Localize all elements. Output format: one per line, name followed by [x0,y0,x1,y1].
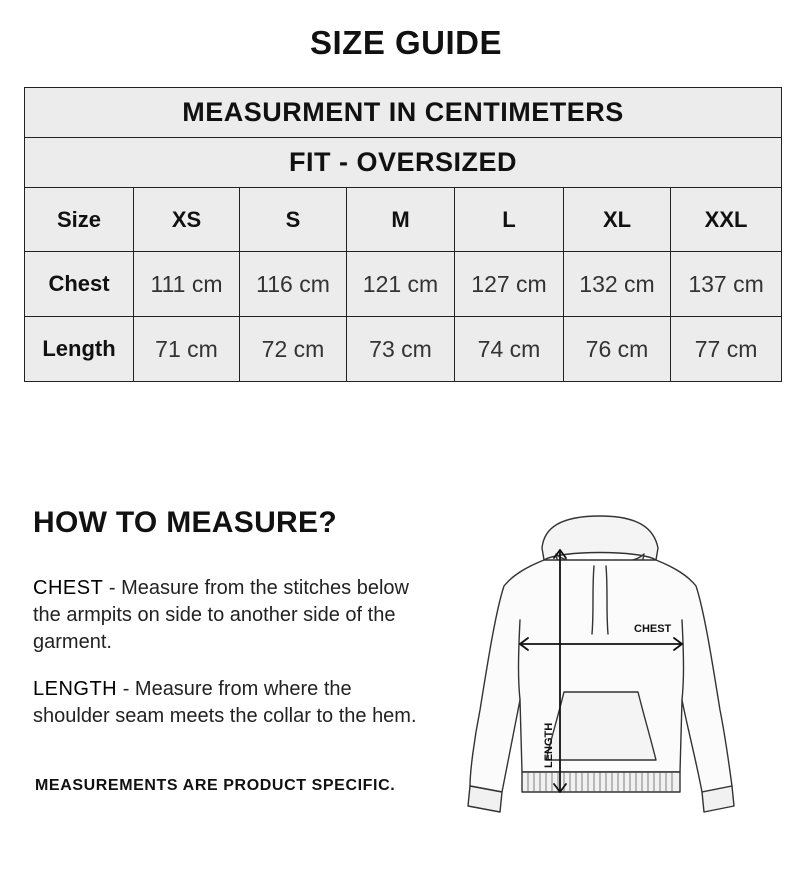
size-header-cell: XL [564,188,671,252]
chest-term: CHEST [33,577,104,599]
hoodie-diagram [460,510,750,820]
unit-banner: MEASURMENT IN CENTIMETERS [25,88,782,138]
size-header-label: Size [25,188,134,252]
size-header-cell: M [347,188,455,252]
product-specific-note: MEASUREMENTS ARE PRODUCT SPECIFIC. [35,777,396,794]
table-cell: 72 cm [240,317,347,382]
table-row-length [25,317,782,382]
table-cell: 127 cm [455,252,564,317]
table-cell: 77 cm [671,317,782,382]
length-diagram-label: LENGTH [543,722,555,768]
row-label: Length [25,317,134,382]
table-cell: 132 cm [564,252,671,317]
page-title: SIZE GUIDE [309,24,503,61]
size-header-cell: XXL [671,188,782,252]
size-chart-table [24,87,782,382]
table-cell: 71 cm [134,317,240,382]
table-cell: 116 cm [240,252,347,317]
length-term: LENGTH [33,678,118,700]
chest-text: - Measure from the stitches below the armpits on side to another side of the garment. [33,577,409,653]
fit-banner: FIT - OVERSIZED [25,138,782,188]
table-cell: 137 cm [671,252,782,317]
table-cell: 111 cm [134,252,240,317]
table-row-chest [25,252,782,317]
table-cell: 76 cm [564,317,671,382]
table-cell: 74 cm [455,317,564,382]
size-header-cell: XS [134,188,240,252]
length-instruction [33,676,423,730]
row-label: Chest [25,252,134,317]
kangaroo-pocket [546,692,656,760]
how-to-heading: HOW TO MEASURE? [33,506,337,539]
size-header-row [25,188,782,252]
length-text: - Measure from where the shoulder seam meets the collar to the hem. [33,678,417,727]
table-cell: 121 cm [347,252,455,317]
chest-diagram-label: CHEST [634,623,672,635]
size-header-cell: S [240,188,347,252]
chest-instruction [33,575,423,656]
size-header-cell: L [455,188,564,252]
table-cell: 73 cm [347,317,455,382]
